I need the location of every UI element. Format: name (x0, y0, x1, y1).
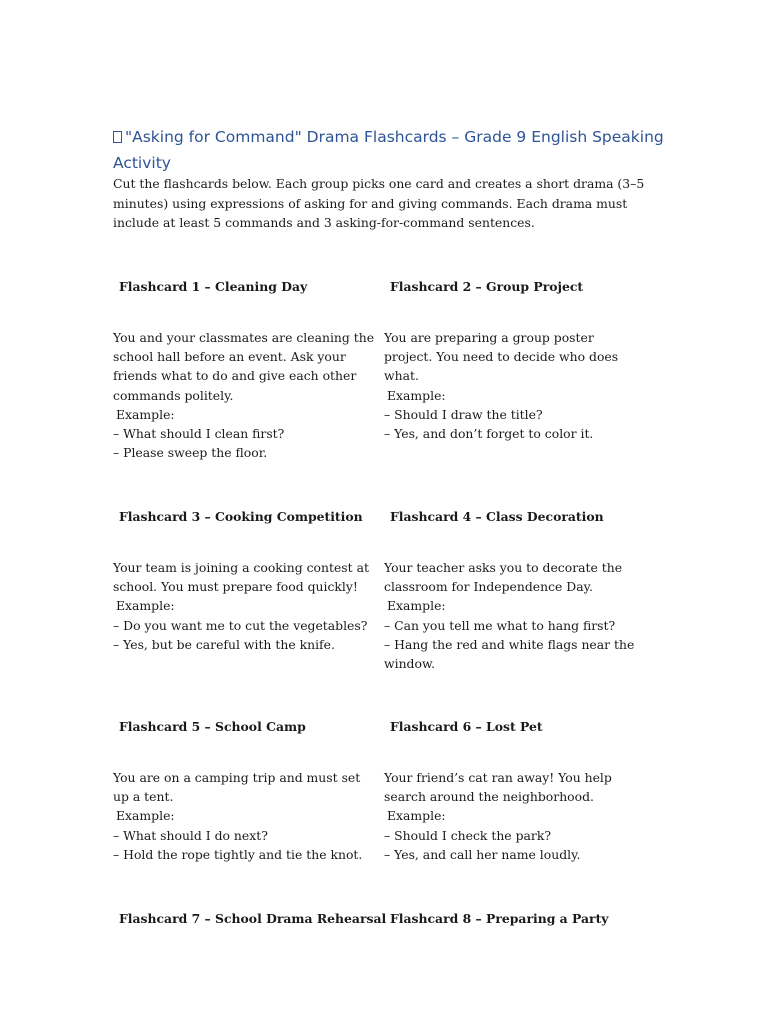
flashcard-4 (384, 507, 646, 673)
flashcard-heading: Flashcard 1 – Cleaning Day (119, 279, 308, 294)
document-title-text: "Asking for Command" Drama Flashcards – Grade 9 English Speaking Activity (113, 128, 664, 172)
flashcard-example-label: Example: (387, 808, 446, 824)
flashcard-example-line: – Hang the red and white flags near the window. (384, 636, 635, 672)
document-title (113, 124, 673, 176)
flashcard-heading: Flashcard 4 – Class Decoration (390, 509, 604, 524)
flashcard-6 (384, 717, 646, 864)
flashcard-body (113, 768, 375, 864)
flashcard-description: Your team is joining a cooking contest at school. You must prepare food quickly! (113, 560, 369, 595)
flashcard-body (384, 328, 646, 443)
flashcard-example-label: Example: (116, 598, 175, 614)
flashcard-example-label: Example: (387, 598, 446, 614)
intro-paragraph: Cut the flashcards below. Each group picks one card and creates a short drama (3–5 minutes) using expressions of asking for and giving commands. Each drama must include at least 5 commands and 3 asking-for-command sentences. (113, 176, 645, 230)
flashcard-example-line: – Should I check the park? (384, 827, 551, 843)
flashcard-heading: Flashcard 8 – Preparing a Party (390, 911, 609, 926)
flashcard-example-label: Example: (116, 808, 175, 824)
flashcard-heading: Flashcard 3 – Cooking Competition (119, 509, 363, 524)
flashcard-description: Your teacher asks you to decorate the classroom for Independence Day. (384, 560, 623, 595)
flashcard-body (113, 328, 375, 462)
flashcard-example-line: – Please sweep the floor. (113, 445, 268, 461)
flashcard-description: You and your classmates are cleaning the school hall before an event. Ask your friends what to do and give each other commands politely. (113, 330, 375, 403)
flashcard-example-line: – Yes, and call her name loudly. (384, 846, 581, 862)
flashcard-heading: Flashcard 6 – Lost Pet (390, 719, 543, 734)
flashcard-example-line: – Yes, but be careful with the knife. (113, 636, 335, 652)
flashcard-example-label: Example: (116, 406, 175, 422)
flashcard-example-line: – Can you tell me what to hang first? (384, 617, 616, 633)
flashcard-1 (113, 277, 375, 462)
flashcard-example-line: – Should I draw the title? (384, 406, 543, 422)
flashcard-8 (384, 909, 646, 928)
flashcard-3 (113, 507, 375, 654)
flashcard-heading: Flashcard 5 – School Camp (119, 719, 306, 734)
flashcard-2 (384, 277, 646, 443)
flashcard-example-line: – Hold the rope tightly and tie the knot. (113, 846, 363, 862)
missing-glyph-icon (113, 131, 122, 143)
flashcard-example-line: – Yes, and don’t forget to color it. (384, 426, 594, 442)
flashcard-description: You are on a camping trip and must set up a tent. (113, 770, 361, 805)
flashcard-example-line: – What should I do next? (113, 827, 268, 843)
flashcard-heading: Flashcard 7 – School Drama Rehearsal (119, 911, 387, 926)
flashcard-description: Your friend’s cat ran away! You help search around the neighborhood. (384, 770, 612, 805)
flashcard-body (113, 558, 375, 654)
flashcard-5 (113, 717, 375, 864)
flashcard-description: You are preparing a group poster project. You need to decide who does what. (384, 330, 619, 384)
flashcard-7 (113, 909, 387, 928)
flashcard-heading: Flashcard 2 – Group Project (390, 279, 584, 294)
flashcard-example-label: Example: (387, 387, 446, 403)
flashcard-example-line: – Do you want me to cut the vegetables? (113, 617, 368, 633)
flashcard-body (384, 768, 646, 864)
flashcard-body (384, 558, 646, 673)
flashcard-example-line: – What should I clean first? (113, 426, 285, 442)
